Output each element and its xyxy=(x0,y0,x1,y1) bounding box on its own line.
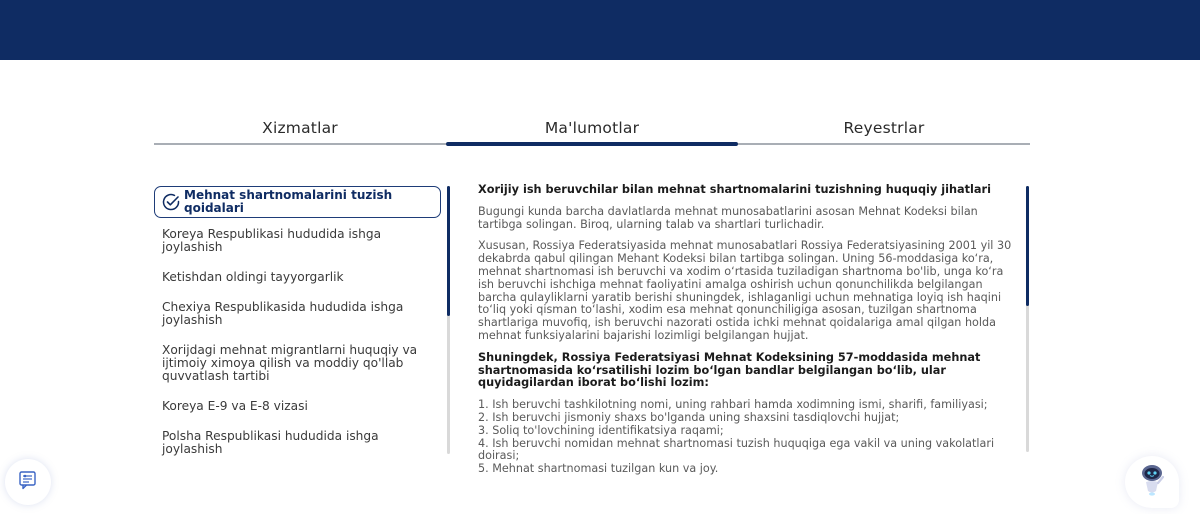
sidebar-scrollbar[interactable] xyxy=(447,186,450,454)
article-paragraph: Xususan, Rossiya Federatsiyasida mehnat munosabatlari Rossiya Federatsiyasining 2001 yil 30 dekabrda qabul qilingan Mehant Kodeksi bilan tartibga solingan. Uning 56-moddasiga ko‘ra, mehnat shartnomasi ish beruvchi va xodim o‘rtasida tuziladigan shartnoma bo'lib, unga ko‘ra ish beruvchi ishchiga mehnat faoliyatini amalga oshirish uchun qonunchilikda belgilangan barcha qulayliklarni yaratib berishi shuningdek, ishlaganligi uchun mehnatiga loyiq ish haqini to‘liq yoki qisman to‘lashi, xodim esa mehnat qonunchiligiga asosan, tuzilgan shartnoma shartlariga muvofiq, ish beruvchi nazorati ostida ichki mehnat qoidalariga amal qilgan holda mehnat funksiyalarini bajarishi lozimligi belgilangan hujjat. xyxy=(478,239,1012,342)
sidebar-item-koreya-ishga-joylashish[interactable]: Koreya Respublikasi hududida ishga joylashish xyxy=(162,227,382,254)
article-scrollbar-thumb[interactable] xyxy=(1026,186,1029,306)
assistant-button[interactable] xyxy=(1125,456,1179,508)
sidebar-item-ketishdan-oldingi[interactable]: Ketishdan oldingi tayyorgarlik xyxy=(162,270,344,284)
list-item: 1. Ish beruvchi tashkilotning nomi, uning rahbari hamda xodimning ismi, sharifi, familiyasi; xyxy=(478,398,988,412)
list-item: 2. Ish beruvchi jismoniy shaxs bo'lganda uning shaxsini tasdiqlovchi hujjat; xyxy=(478,410,900,424)
sidebar-item-label: Mehnat shartnomalarini tuzish qoidalari xyxy=(184,188,393,215)
tab-bar xyxy=(154,112,1030,146)
list-item: 5. Mehnat shartnomasi tuzilgan kun va joy. xyxy=(478,462,719,476)
article-body xyxy=(478,184,1020,476)
feedback-button[interactable] xyxy=(5,459,51,505)
top-header-bar xyxy=(0,0,1200,60)
tab-xizmatlar[interactable]: Xizmatlar xyxy=(154,112,446,146)
article-paragraph: Bugungi kunda barcha davlatlarda mehnat munosabatlarini asosan Mehnat Kodeksi bilan tartibga solingan. Biroq, ularning talab va shartlari turlichadir. xyxy=(478,204,978,231)
article-title: Xorijiy ish beruvchilar bilan mehnat shartnomalarini tuzishning huquqiy jihatlari xyxy=(478,183,991,196)
sidebar-item-mehnat-shartnomalari[interactable] xyxy=(154,186,441,218)
article-scrollbar[interactable] xyxy=(1026,186,1029,452)
topics-sidebar xyxy=(154,186,450,454)
article-list xyxy=(478,399,1020,476)
sidebar-item-koreya-vizasi[interactable]: Koreya E-9 va E-8 vizasi xyxy=(162,399,308,413)
check-circle-icon xyxy=(161,192,181,212)
list-item: 3. Soliq to'lovchining identifikatsiya raqami; xyxy=(478,423,724,437)
article-bold-paragraph: Shuningdek, Rossiya Federatsiyasi Mehnat Kodeksining 57-moddasida mehnat shartnomasida ko‘rsatilishi lozim bo‘lgan bandlar belgilangan bo‘lib, ular quyidagilardan iborat bo‘lishi lozim: xyxy=(478,350,981,390)
article-panel xyxy=(478,183,1030,476)
chat-document-icon xyxy=(17,469,39,495)
tab-reyestrlar[interactable]: Reyestrlar xyxy=(738,112,1030,146)
topics-list xyxy=(154,186,441,456)
sidebar-item-migrantlar-ximoya[interactable]: Xorijdagi mehnat migrantlarni huquqiy va ijtimoiy ximoya qilish va moddiy qo'llab quvvatlash tartibi xyxy=(162,343,418,383)
sidebar-scrollbar-thumb[interactable] xyxy=(447,186,450,316)
sidebar-item-polsha-ishga-joylashish[interactable]: Polsha Respublikasi hududida ishga joylashish xyxy=(162,429,379,456)
list-item: 4. Ish beruvchi nomidan mehnat shartnomasi tuzish huquqiga ega vakil va uning vakolatlari doirasi; xyxy=(478,436,995,463)
sidebar-item-chexiya-ishga-joylashish[interactable]: Chexiya Respublikasida hududida ishga joylashish xyxy=(162,300,404,327)
tab-malumotlar[interactable]: Ma'lumotlar xyxy=(446,112,738,146)
robot-assistant-icon xyxy=(1137,463,1167,501)
